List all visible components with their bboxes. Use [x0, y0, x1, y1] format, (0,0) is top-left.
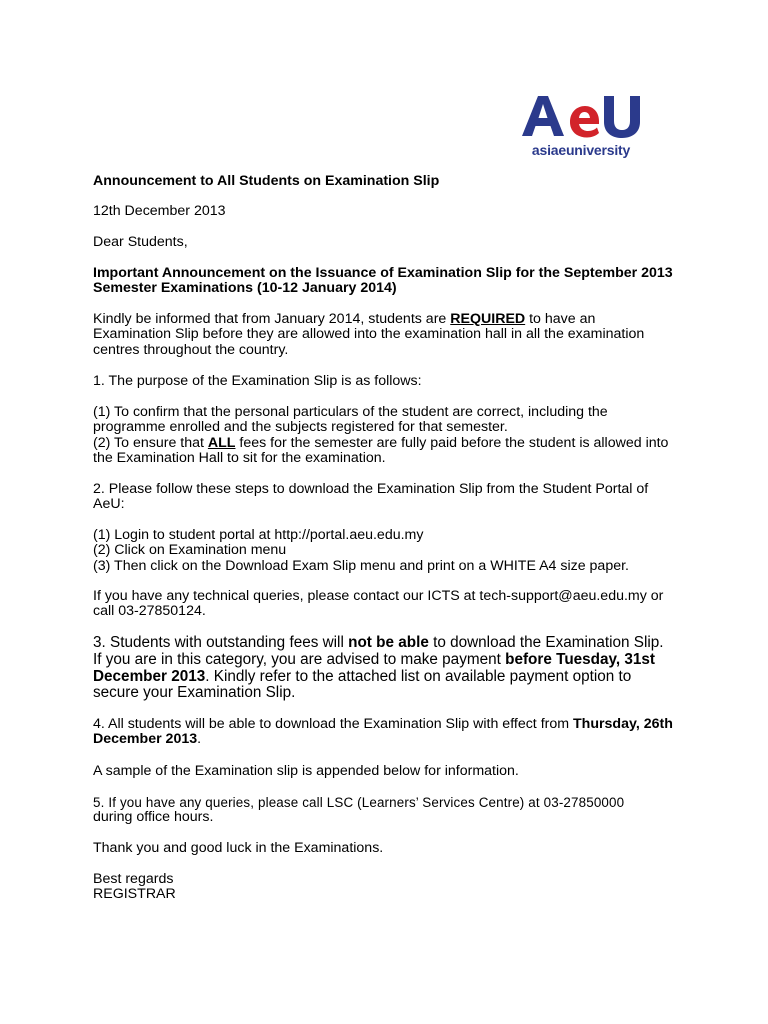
point-4-line-1 — [93, 717, 683, 732]
intro-text: Kindly be informed that from January 2014, students are — [93, 311, 451, 327]
sample-note: A sample of the Examination slip is appended below for information. — [93, 763, 519, 779]
point-3-line-3 — [93, 669, 683, 686]
date: 12th December 2013 — [93, 203, 226, 219]
point-1-item-1-line-1: (1) To confirm that the personal particulars of the student are correct, including the — [93, 404, 608, 420]
step-2: (2) Click on Examination menu — [93, 542, 287, 559]
intro-line-3: centres throughout the country. — [93, 341, 289, 358]
point-3-text: . Kindly refer to the attached list on available payment option to — [205, 667, 632, 685]
point-3-line-2 — [93, 652, 683, 669]
intro-line-1 — [93, 312, 683, 327]
heading-line-1: Important Announcement on the Issuance of Examination Slip for the September 2013 — [93, 265, 673, 281]
intro-text: to have an — [525, 311, 596, 327]
point-1-item-2-line-2: the Examination Hall to sit for the examination. — [93, 450, 386, 467]
signatory: REGISTRAR — [93, 886, 176, 903]
point-1-item-1-line-2: programme enrolled and the subjects registered for that semester. — [93, 419, 508, 436]
item-text: fees for the semester are fully paid before the student is allowed into — [235, 434, 669, 451]
point-2-line-1: 2. Please follow these steps to download the Examination Slip from the Student Portal of — [93, 481, 649, 497]
point-1-items — [93, 405, 683, 467]
point-3 — [93, 635, 683, 702]
point-1-item-2-line-1 — [93, 436, 683, 451]
regards: Best regards — [93, 871, 174, 887]
download-steps — [93, 528, 683, 574]
effective-date-emphasis: Thursday, 26th — [573, 716, 673, 732]
all-emphasis: ALL — [207, 434, 236, 451]
point-2 — [93, 482, 683, 513]
point-5-line-2: during office hours. — [93, 809, 214, 826]
required-emphasis: REQUIRED — [450, 311, 526, 327]
point-3-text: If you are in this category, you are advised to make payment — [93, 650, 506, 668]
point-1-heading: 1. The purpose of the Examination Slip is as follows: — [93, 373, 422, 389]
aeu-logo-mark — [520, 92, 642, 140]
point-5-line-1: 5. If you have any queries, please call LSC (Learners’ Services Centre) at 03-27850000 — [93, 795, 625, 810]
technical-queries-line-2: call 03-27850124. — [93, 603, 206, 620]
deadline-emphasis: before Tuesday, 31st — [505, 650, 656, 668]
salutation: Dear Students, — [93, 234, 188, 250]
technical-queries — [93, 589, 683, 620]
aeu-logo — [520, 92, 642, 160]
point-4-text: . — [197, 731, 202, 748]
intro-line-2: Examination Slip before they are allowed into the examination hall in all the examination — [93, 326, 645, 343]
point-5 — [93, 795, 683, 826]
point-4 — [93, 717, 683, 748]
closing-line: Thank you and good luck in the Examinations. — [93, 840, 384, 856]
not-able-emphasis: not be able — [348, 634, 429, 651]
point-4-line-2 — [93, 732, 683, 747]
point-4-text: 4. All students will be able to download the Examination Slip with effect from — [93, 716, 574, 732]
point-3-line-4: secure your Examination Slip. — [93, 684, 296, 702]
point-2-line-2: AeU: — [93, 496, 125, 513]
page-title: Announcement to All Students on Examination Slip — [93, 173, 440, 189]
technical-queries-line-1: If you have any technical queries, please contact our ICTS at tech-support@aeu.edu.my or — [93, 588, 664, 604]
logo-tagline: asiaeuniversity — [531, 142, 631, 158]
intro-paragraph — [93, 312, 683, 358]
point-3-text: 3. Students with outstanding fees will — [93, 634, 349, 651]
step-3: (3) Then click on the Download Exam Slip menu and print on a WHITE A4 size paper. — [93, 557, 629, 574]
effective-date-emphasis: December 2013 — [93, 731, 198, 748]
step-1: (1) Login to student portal at http://portal.aeu.edu.my — [93, 527, 424, 543]
point-3-text: to download the Examination Slip. — [428, 634, 664, 651]
heading-line-2: Semester Examinations (10-12 January 2014) — [93, 280, 397, 297]
point-3-line-1 — [93, 635, 683, 652]
item-text: (2) To ensure that — [93, 434, 208, 451]
deadline-emphasis: December 2013 — [93, 667, 206, 685]
announcement-heading — [93, 266, 683, 297]
sign-off — [93, 872, 683, 903]
